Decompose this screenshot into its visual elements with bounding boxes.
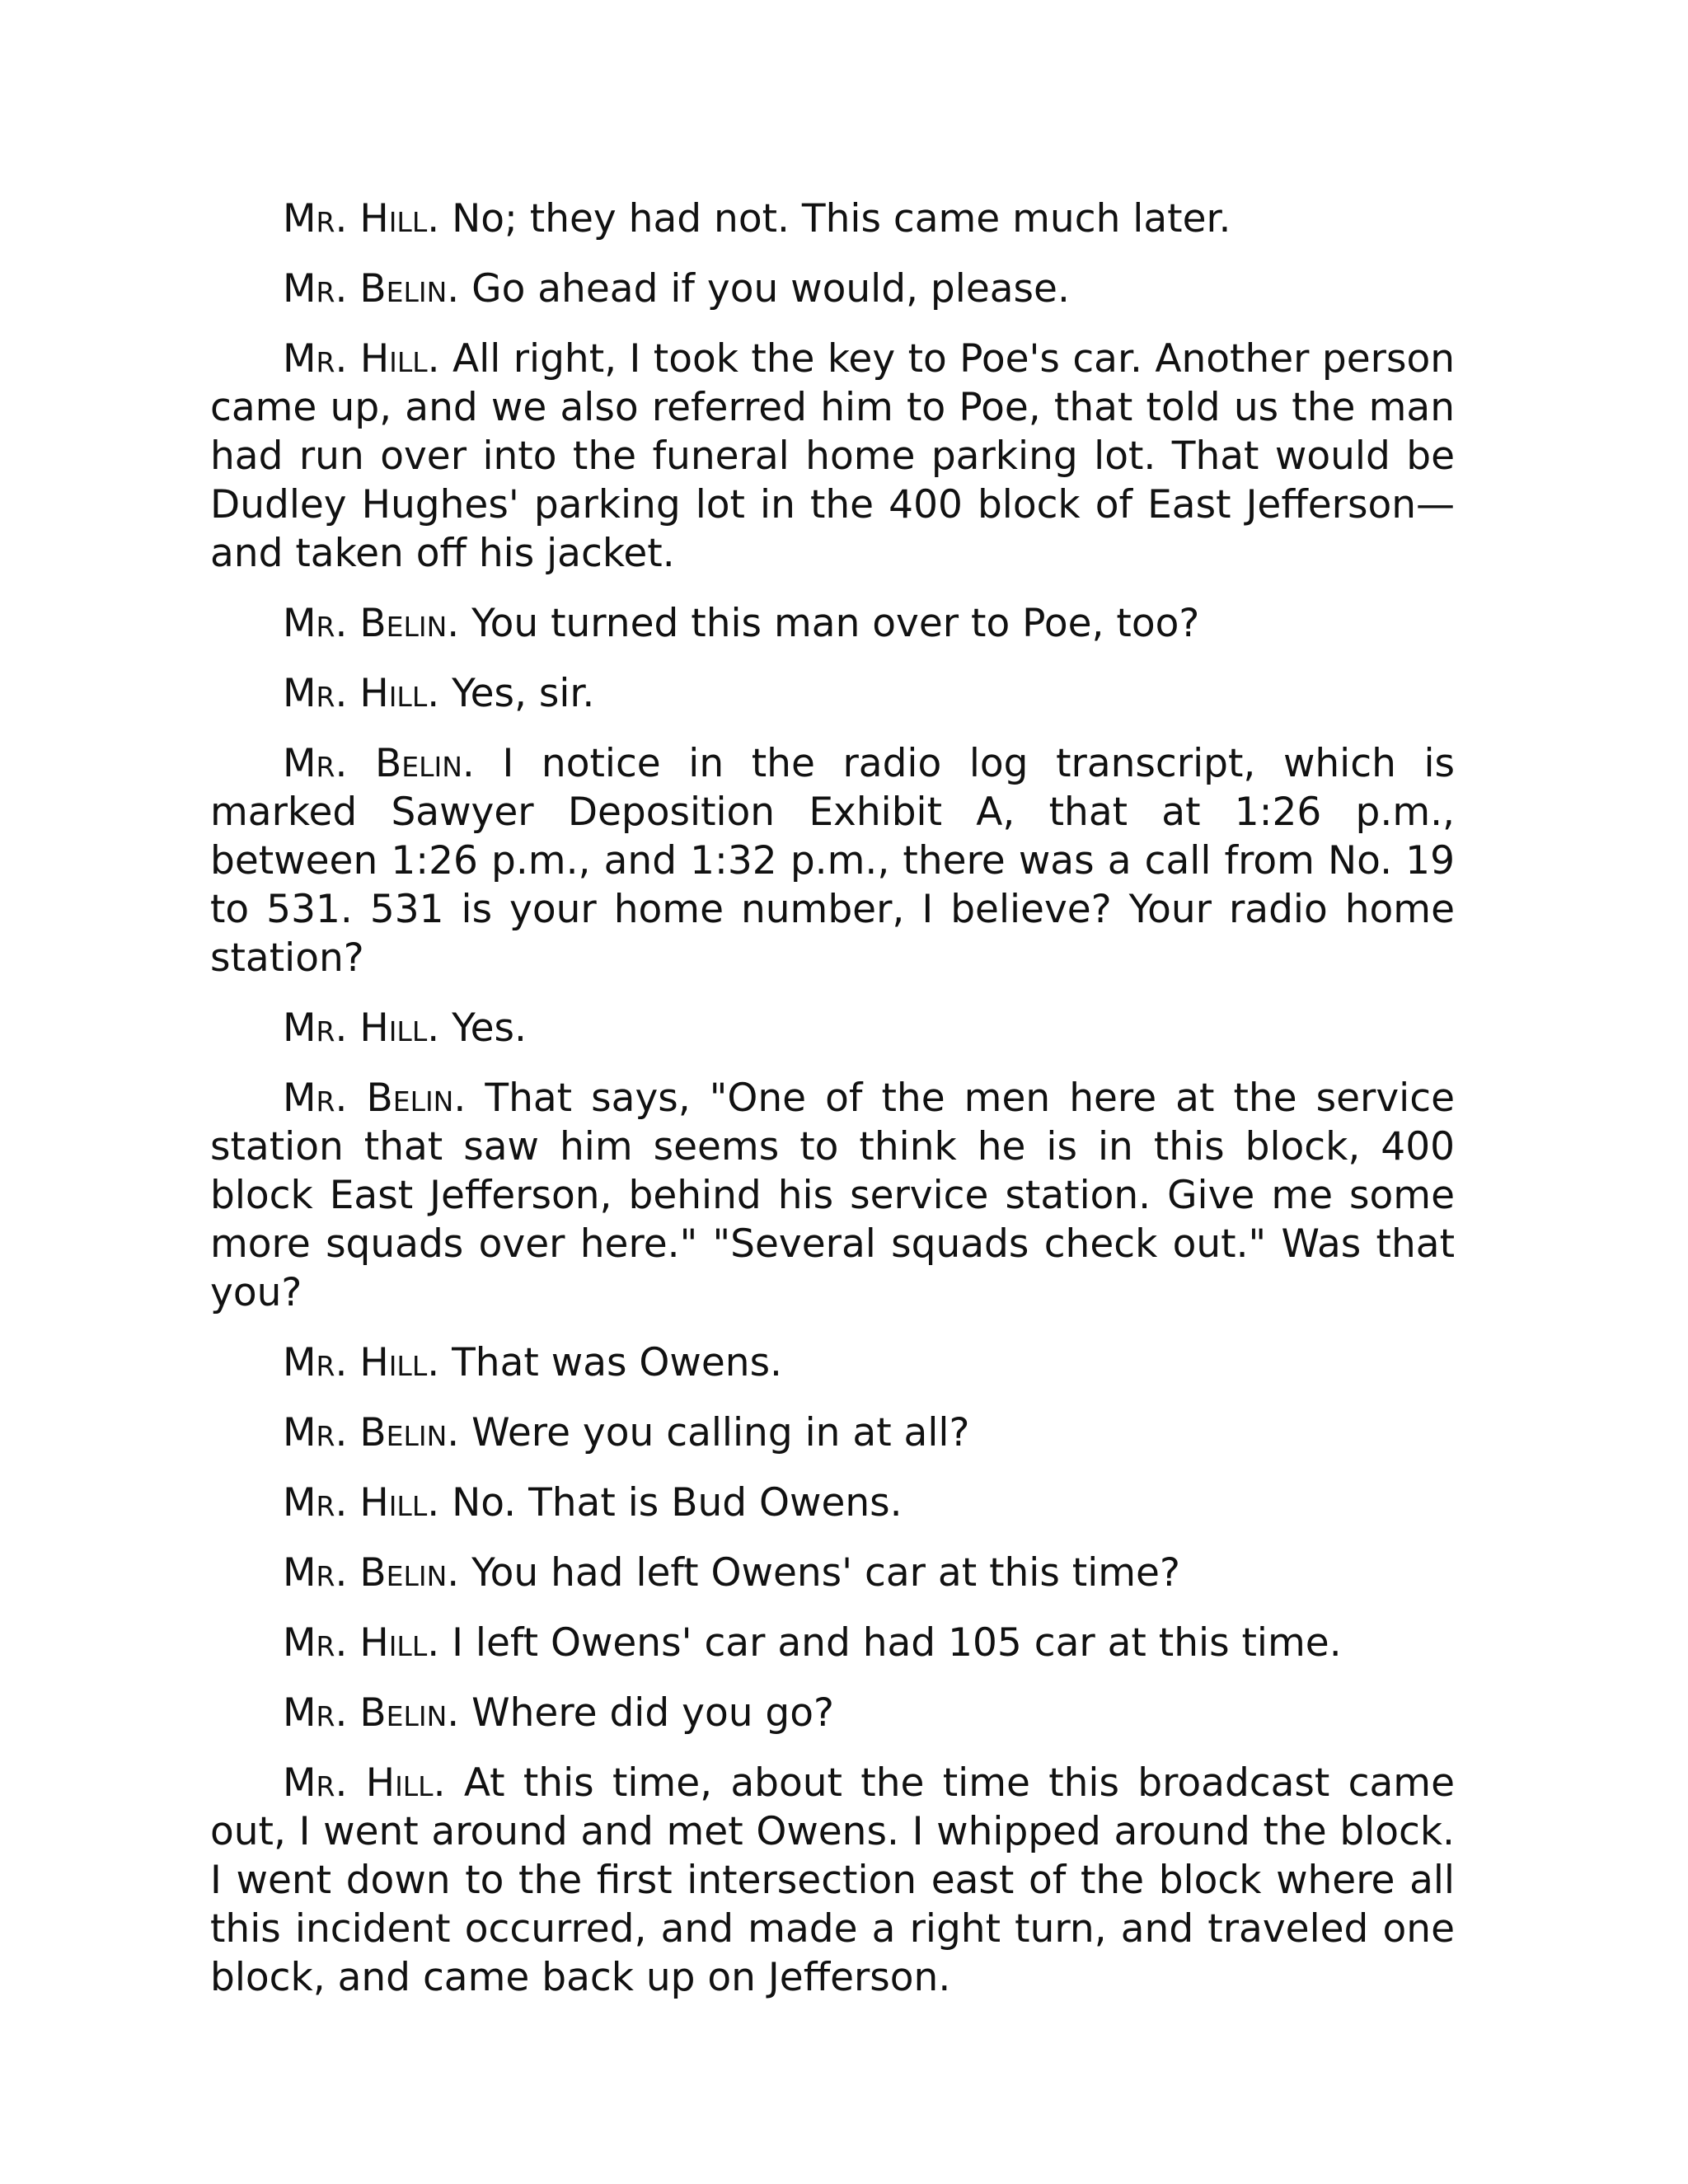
speaker-name: Mr. Belin. xyxy=(283,1690,460,1736)
exchange-paragraph xyxy=(210,1619,1455,1667)
speaker-name: Mr. Belin. xyxy=(283,1550,460,1596)
exchange-paragraph xyxy=(210,1004,1455,1052)
exchange-text: Where did you go? xyxy=(459,1690,834,1736)
speaker-name: Mr. Belin. xyxy=(283,1076,467,1121)
exchange-text: No. That is Bud Owens. xyxy=(439,1480,903,1526)
exchange-text: That was Owens. xyxy=(439,1340,782,1385)
exchange-paragraph xyxy=(210,335,1455,578)
exchange-paragraph xyxy=(210,599,1455,648)
speaker-name: Mr. Belin. xyxy=(283,741,475,786)
speaker-name: Mr. Belin. xyxy=(283,266,460,312)
speaker-name: Mr. Hill. xyxy=(283,671,440,716)
exchange-paragraph xyxy=(210,265,1455,313)
speaker-name: Mr. Hill. xyxy=(283,196,440,241)
exchange-paragraph xyxy=(210,1689,1455,1737)
exchange-paragraph xyxy=(210,739,1455,982)
speaker-name: Mr. Hill. xyxy=(283,1005,440,1051)
exchange-text: At this time, about the time this broadcast came out, I went around and met Owens. I whipped around the block. I went down to the first intersection east of the block where all this incident occurred, and made a right turn, and traveled one block, and came back up on Jefferson. xyxy=(210,1760,1455,2000)
speaker-name: Mr. Hill. xyxy=(283,1620,440,1666)
speaker-name: Mr. Belin. xyxy=(283,601,460,646)
exchange-text: That says, "One of the men here at the service station that saw him seems to think he is in this block, 400 block East Jefferson, behind his service station. Give me some more squads over here." "Several squads check out." Was that you? xyxy=(210,1076,1456,1315)
exchange-text: You turned this man over to Poe, too? xyxy=(459,601,1200,646)
exchange-text: I notice in the radio log transcript, which is marked Sawyer Deposition Exhibit A, that at 1:26 p.m., between 1:26 p.m., and 1:32 p.m., there was a call from No. 19 to 531. 531 is your home number, I believe? Your radio home station? xyxy=(210,741,1455,981)
exchange-text: I left Owens' car and had 105 car at this time. xyxy=(439,1620,1342,1666)
speaker-name: Mr. Hill. xyxy=(283,1340,440,1385)
exchange-text: You had left Owens' car at this time? xyxy=(459,1550,1180,1596)
exchange-paragraph xyxy=(210,1338,1455,1387)
exchange-paragraph xyxy=(210,1479,1455,1527)
speaker-name: Mr. Hill. xyxy=(283,1760,446,1806)
speaker-name: Mr. Hill. xyxy=(283,1480,440,1526)
speaker-name: Mr. Hill. xyxy=(283,336,440,382)
speaker-name: Mr. Belin. xyxy=(283,1410,460,1455)
exchange-text: No; they had not. This came much later. xyxy=(439,196,1231,241)
transcript-page xyxy=(210,194,1455,2023)
exchange-paragraph xyxy=(210,1408,1455,1457)
exchange-text: Yes, sir. xyxy=(439,671,595,716)
exchange-paragraph xyxy=(210,1759,1455,2002)
exchange-paragraph xyxy=(210,1074,1455,1317)
exchange-text: Were you calling in at all? xyxy=(459,1410,970,1455)
exchange-text: Yes. xyxy=(439,1005,527,1051)
exchange-text: Go ahead if you would, please. xyxy=(459,266,1070,312)
exchange-paragraph xyxy=(210,669,1455,718)
exchange-text: All right, I took the key to Poe's car. Another person came up, and we also referred him to Poe, that told us the man had run over into the funeral home parking lot. That would be Dudley Hughes' parking lot in the 400 block of East Jefferson—and taken off his jacket. xyxy=(210,336,1455,576)
exchange-paragraph xyxy=(210,194,1455,243)
exchange-paragraph xyxy=(210,1549,1455,1597)
